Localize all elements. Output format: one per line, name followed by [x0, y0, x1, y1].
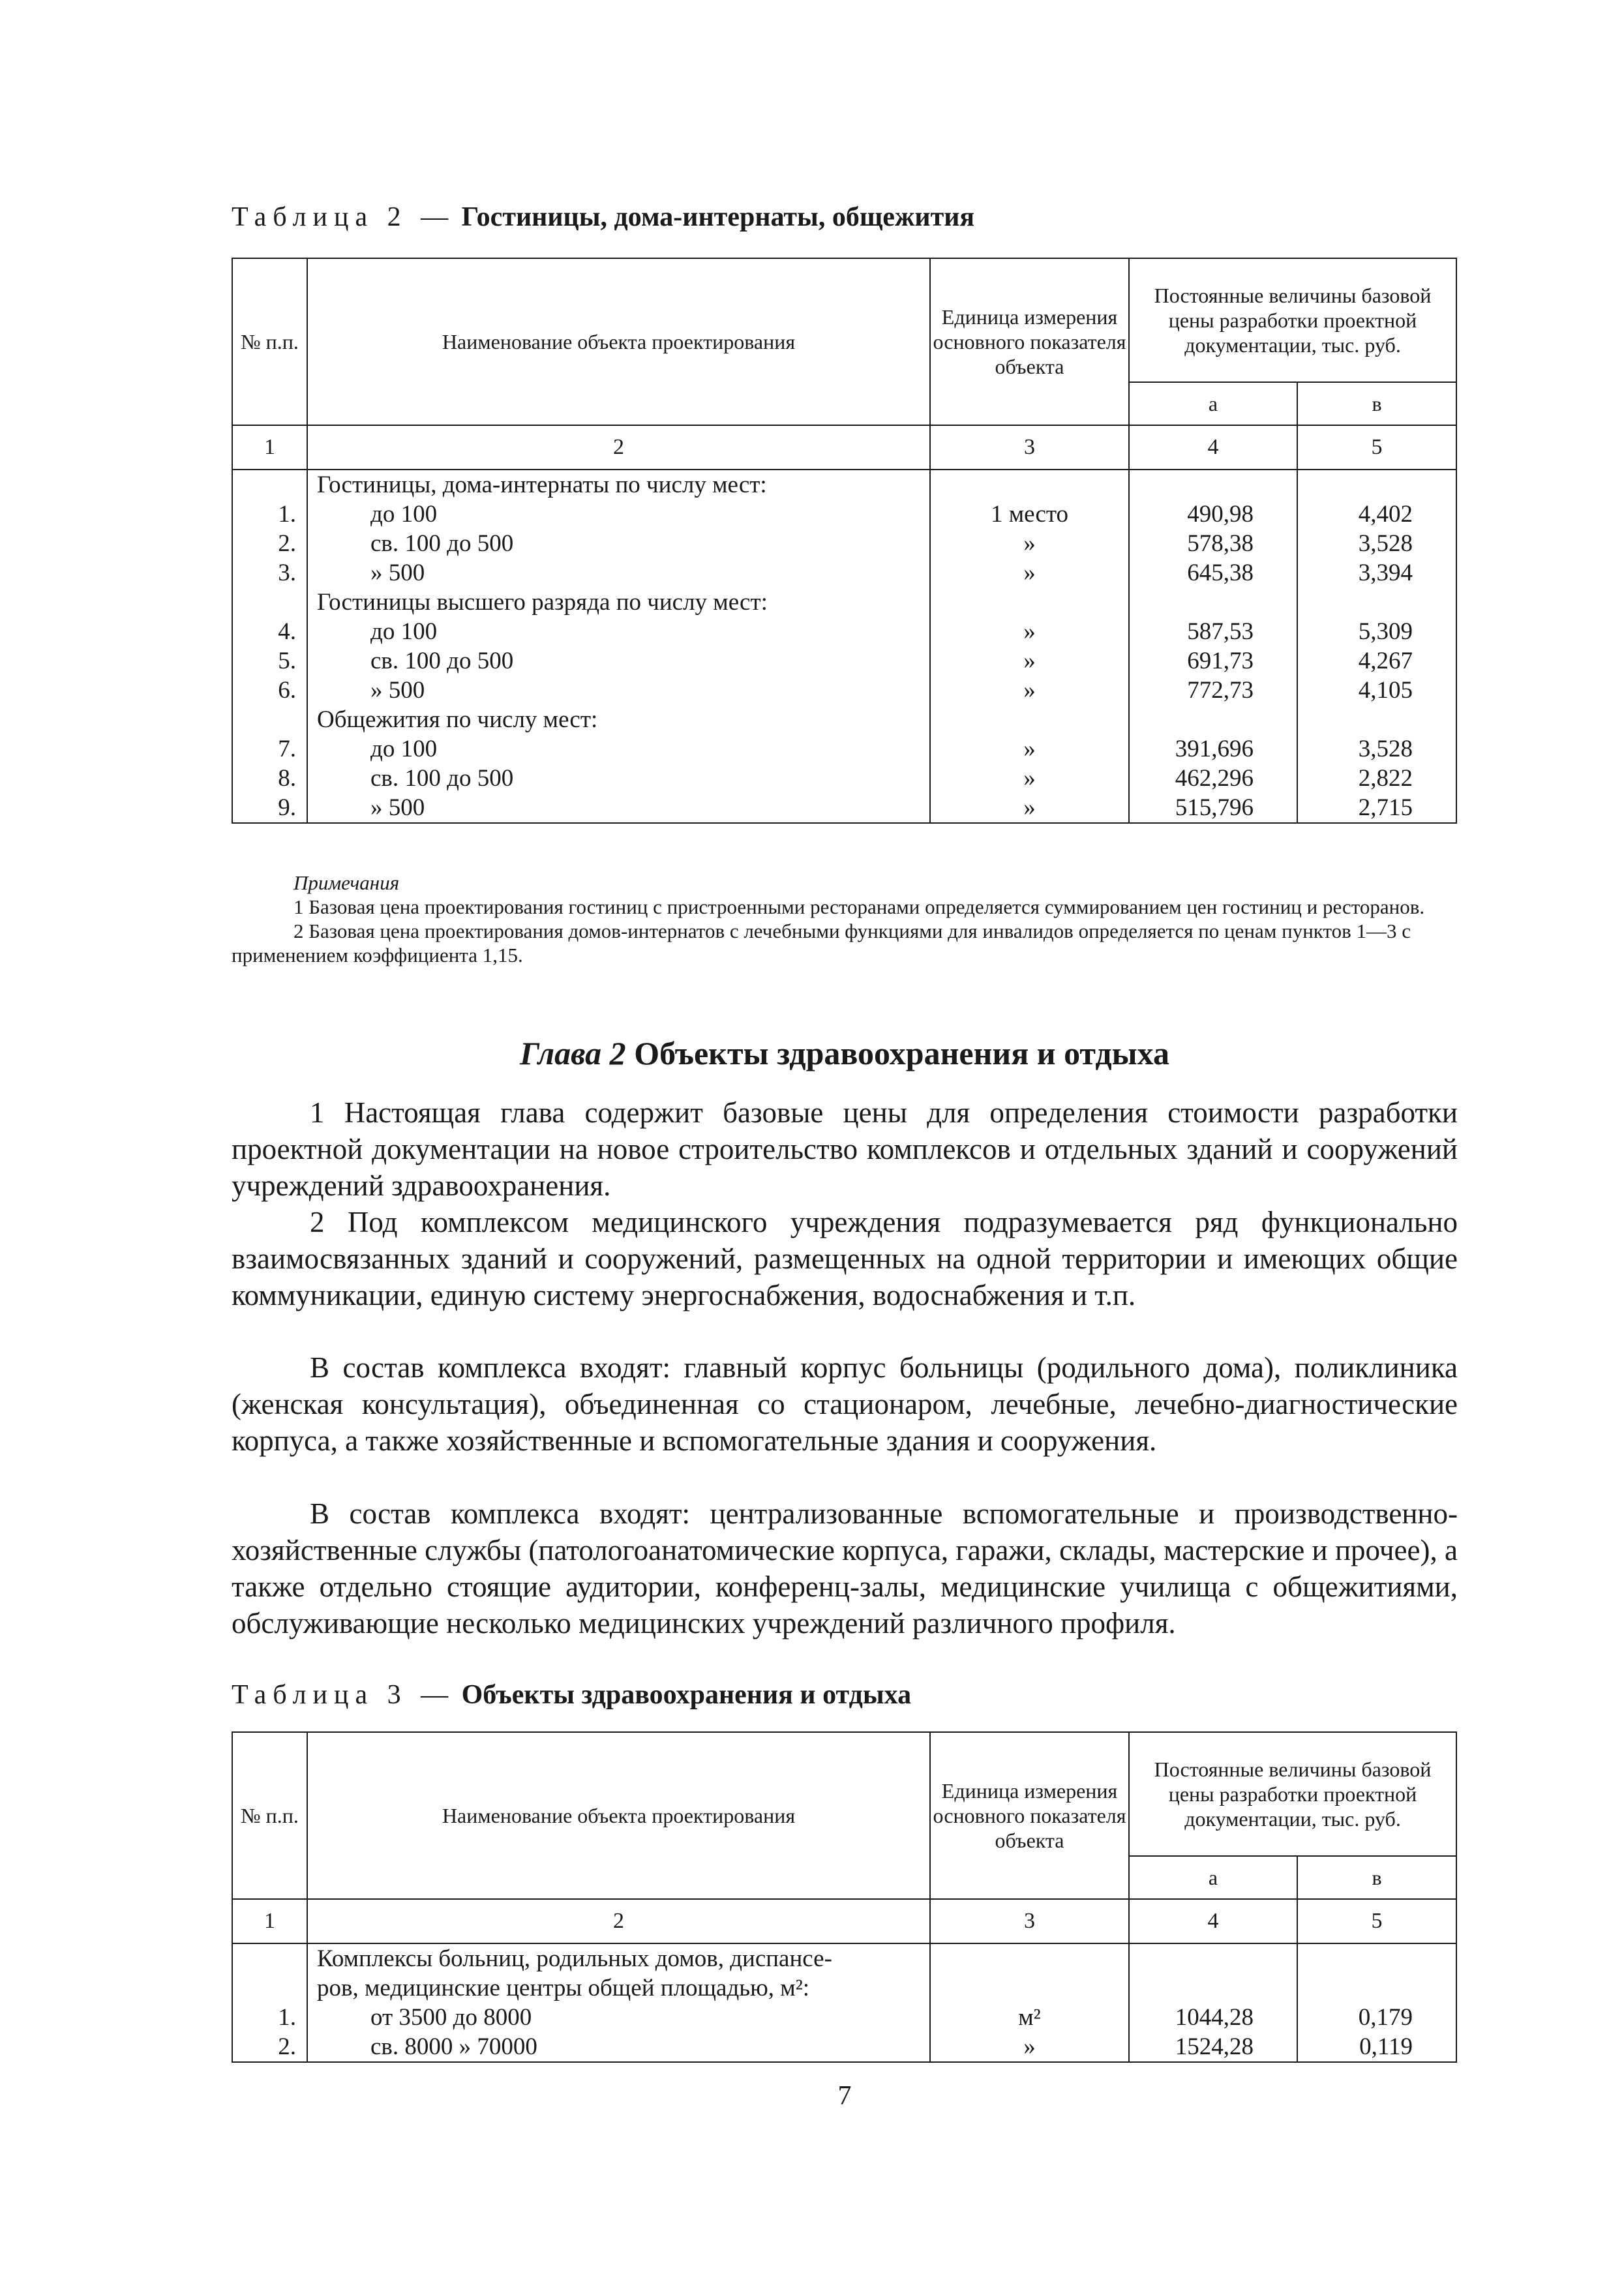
table3-colnum: 2	[307, 1899, 930, 1943]
row-unit: »	[1023, 2033, 1036, 2060]
table3-caption-prefix: Таблица 3 —	[232, 1680, 455, 1710]
table2-caption-title: Гостиницы, дома-интернаты, общежития	[461, 202, 975, 232]
row-num	[233, 470, 307, 500]
note-item: 2 Базовая цена проектирования домов-интернатов с лечебными функциями для инвалидов определяется по ценам пунктов 1—3 с применением коэффициента 1,15.	[232, 920, 1411, 966]
row-num: 4.	[278, 618, 296, 645]
row-b: 5,309	[1358, 618, 1413, 645]
table2-header-num: № п.п.	[232, 258, 307, 425]
row-name: до 100	[370, 736, 438, 762]
row-unit: »	[1023, 618, 1036, 645]
row-unit: »	[1023, 794, 1036, 821]
row-b: 2,715	[1358, 794, 1413, 821]
table3	[232, 1731, 1457, 2063]
table2-header-a: а	[1129, 382, 1297, 425]
table3-header-b: в	[1297, 1856, 1456, 1899]
row-a: 578,38	[1187, 530, 1254, 557]
row-a	[1130, 705, 1297, 734]
table3-header-price: Постоянные величины базовой цены разработки проектной документации, тыс. руб.	[1129, 1732, 1456, 1856]
table2-num-col	[232, 470, 307, 823]
row-a: 587,53	[1187, 618, 1254, 645]
row-b: 4,402	[1358, 501, 1413, 528]
row-num: 2.	[278, 530, 296, 557]
table3-unit-col	[930, 1943, 1129, 2062]
table2-caption	[232, 201, 974, 233]
table3-header-name: Наименование объекта проектирования	[307, 1732, 930, 1899]
row-name: Гостиницы высшего разряда по числу мест:	[317, 589, 768, 616]
row-a	[1130, 1944, 1297, 1973]
row-name: от 3500 до 8000	[370, 2004, 532, 2031]
row-unit: »	[1023, 648, 1036, 674]
paragraph: 1 Настоящая глава содержит базовые цены для определения стоимости разработки проектной документации на новое строительство комплексов и отдельных зданий и сооружений учреждений здравоохранения.	[232, 1096, 1458, 1202]
row-name: Комплексы больниц, родильных домов, диспансе-	[317, 1945, 832, 1972]
row-b: 3,528	[1358, 530, 1413, 557]
notes	[232, 871, 1454, 967]
row-unit: м²	[1018, 2004, 1041, 2031]
row-name: св. 100 до 500	[370, 765, 514, 792]
row-b	[1298, 1944, 1456, 1973]
row-name: св. 100 до 500	[370, 648, 514, 674]
row-name: » 500	[370, 794, 425, 821]
table3-colnum: 5	[1297, 1899, 1456, 1943]
table2-colnum: 1	[232, 425, 307, 470]
row-b	[1298, 588, 1456, 617]
row-a: 462,296	[1175, 765, 1254, 792]
notes-title: Примечания	[293, 871, 400, 894]
table3-caption-title: Объекты здравоохранения и отдыха	[461, 1680, 912, 1710]
row-num	[233, 705, 307, 734]
table3-caption	[232, 1679, 911, 1711]
row-unit	[931, 705, 1128, 734]
table2-caption-prefix: Таблица 2 —	[232, 202, 455, 232]
chapter-label: Глава 2	[519, 1035, 626, 1071]
table2-header-price: Постоянные величины базовой цены разработки проектной документации, тыс. руб.	[1129, 258, 1456, 382]
table3-b-col	[1297, 1943, 1456, 2062]
row-b	[1298, 470, 1456, 500]
row-b	[1298, 1973, 1456, 2003]
row-name: » 500	[370, 677, 425, 704]
table3-colnum: 3	[930, 1899, 1129, 1943]
table3-header-a: а	[1129, 1856, 1297, 1899]
table2-a-col	[1129, 470, 1297, 823]
row-name: » 500	[370, 560, 425, 586]
row-a	[1130, 470, 1297, 500]
row-num: 1.	[278, 2004, 296, 2031]
table3-header-unit: Единица измерения основного показателя объекта	[930, 1732, 1129, 1899]
row-name: до 100	[370, 501, 438, 528]
table2-header-name: Наименование объекта проектирования	[307, 258, 930, 425]
row-num: 5.	[278, 648, 296, 674]
row-name: св. 100 до 500	[370, 530, 514, 557]
row-a: 490,98	[1187, 501, 1254, 528]
row-a: 1044,28	[1175, 2004, 1254, 2031]
paragraph: В состав комплекса входят: главный корпус больницы (родильного дома), поликлиника (женская консультация), объединенная со стационаром, лечебные, лечебно-диагностические корпуса, а также хозяйственные и вспомогательные здания и сооружения.	[232, 1351, 1458, 1457]
row-b: 4,267	[1358, 648, 1413, 674]
row-b	[1298, 705, 1456, 734]
row-b: 4,105	[1358, 677, 1413, 704]
table2-colnum: 4	[1129, 425, 1297, 470]
note-item: 1 Базовая цена проектирования гостиниц с пристроенными ресторанами определяется суммированием цен гостиниц и ресторанов.	[293, 895, 1425, 918]
row-unit	[931, 1973, 1128, 2003]
row-a: 645,38	[1187, 560, 1254, 586]
row-b: 2,822	[1358, 765, 1413, 792]
table3-colnum: 1	[232, 1899, 307, 1943]
row-num: 7.	[278, 736, 296, 762]
row-b: 0,119	[1359, 2033, 1413, 2060]
row-unit: »	[1023, 736, 1036, 762]
row-b: 3,394	[1358, 560, 1413, 586]
row-unit	[931, 470, 1128, 500]
row-unit: »	[1023, 677, 1036, 704]
row-num: 3.	[278, 560, 296, 586]
row-num: 6.	[278, 677, 296, 704]
row-name: Гостиницы, дома-интернаты по числу мест:	[317, 472, 767, 498]
row-unit	[931, 588, 1128, 617]
table3-header-num: № п.п.	[232, 1732, 307, 1899]
row-a	[1130, 1973, 1297, 2003]
row-num: 1.	[278, 501, 296, 528]
table3-a-col	[1129, 1943, 1297, 2062]
chapter-heading	[232, 1034, 1458, 1073]
table3-colnum: 4	[1129, 1899, 1297, 1943]
row-unit: 1 место	[990, 501, 1069, 528]
row-num: 2.	[278, 2033, 296, 2060]
row-unit: »	[1023, 765, 1036, 792]
row-a: 1524,28	[1175, 2033, 1254, 2060]
row-num	[233, 588, 307, 617]
row-num: 8.	[278, 765, 296, 792]
table2-b-col	[1297, 470, 1456, 823]
row-num	[233, 1973, 307, 2003]
table2	[232, 258, 1457, 824]
row-unit: »	[1023, 560, 1036, 586]
row-unit: »	[1023, 530, 1036, 557]
row-unit	[931, 1944, 1128, 1973]
table3-num-col	[232, 1943, 307, 2062]
row-a: 515,796	[1175, 794, 1254, 821]
row-num	[233, 1944, 307, 1973]
row-b: 0,179	[1358, 2004, 1413, 2031]
table3-name-col	[307, 1943, 930, 2062]
page-number: 7	[837, 2081, 852, 2111]
row-a: 691,73	[1187, 648, 1254, 674]
row-name: до 100	[370, 618, 438, 645]
table2-name-col	[307, 470, 930, 823]
paragraph: 2 Под комплексом медицинского учреждения подразумевается ряд функционально взаимосвязанных зданий и сооружений, размещенных на одной территории и имеющих общие коммуникации, единую систему энергоснабжения, водоснабжения и т.п.	[232, 1206, 1458, 1311]
row-b: 3,528	[1358, 736, 1413, 762]
row-a: 391,696	[1175, 736, 1254, 762]
row-name: св. 8000 » 70000	[370, 2033, 537, 2060]
row-name: Общежития по числу мест:	[317, 706, 598, 733]
chapter-title: Объекты здравоохранения и отдыха	[634, 1035, 1169, 1071]
row-num: 9.	[278, 794, 296, 821]
row-a	[1130, 588, 1297, 617]
table2-colnum: 5	[1297, 425, 1456, 470]
table2-unit-col	[930, 470, 1129, 823]
table2-header-b: в	[1297, 382, 1456, 425]
table2-header-unit: Единица измерения основного показателя объекта	[930, 258, 1129, 425]
table2-colnum: 3	[930, 425, 1129, 470]
paragraph: В состав комплекса входят: централизованные вспомогательные и производственно-хозяйственные службы (патологоанатомические корпуса, гаражи, склады, мастерские и прочее), а также отдельно стоящие аудитории, конференц-залы, медицинские училища с общежитиями, обслуживающие несколько медицинских учреждений различного профиля.	[232, 1497, 1458, 1640]
row-name: ров, медицинские центры общей площадью, м²:	[317, 1975, 810, 2001]
row-a: 772,73	[1187, 677, 1254, 704]
table2-colnum: 2	[307, 425, 930, 470]
